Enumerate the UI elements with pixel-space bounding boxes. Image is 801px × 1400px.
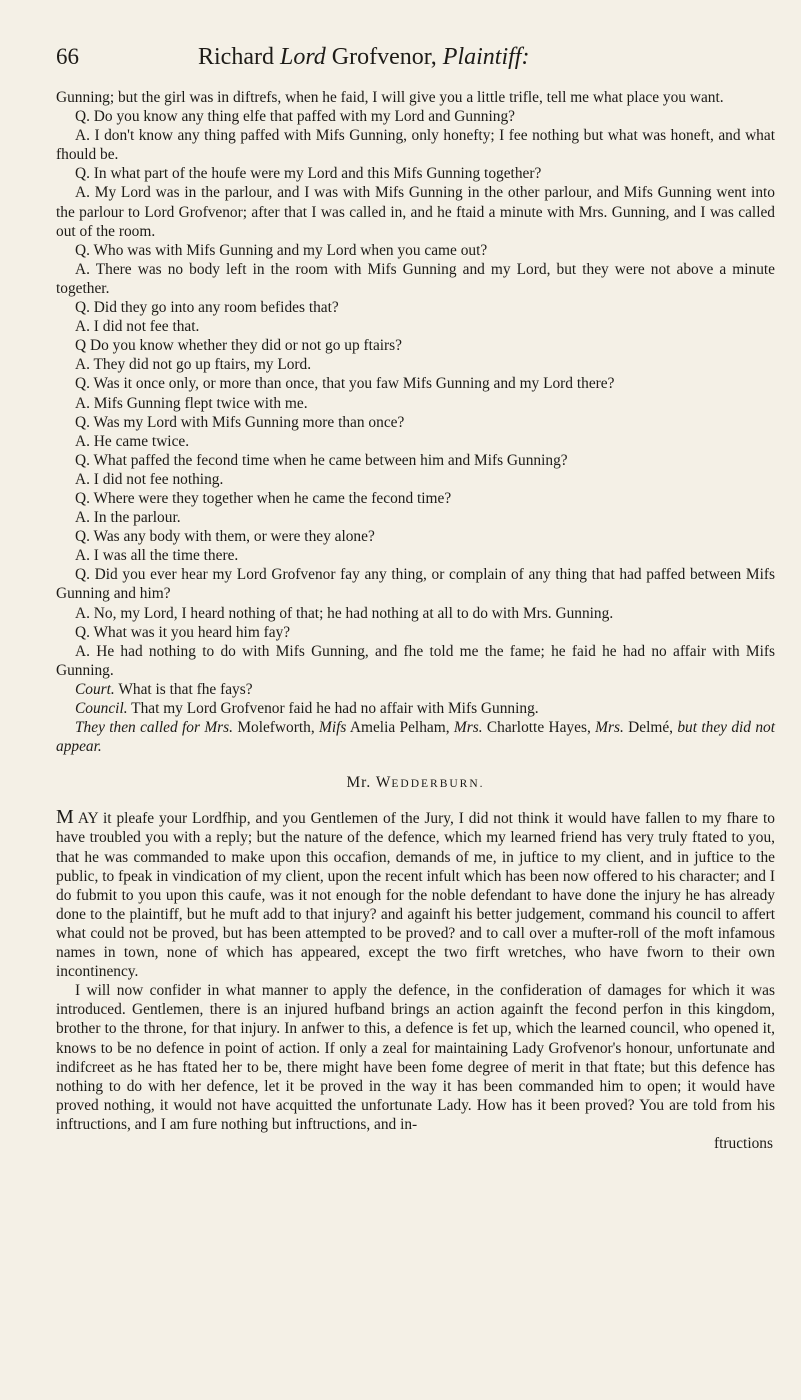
- witnesses-b: Molefworth,: [232, 719, 320, 737]
- court-line: [56, 680, 775, 699]
- witnesses-i: but they did not appear.: [56, 719, 775, 756]
- speaker-heading-rest: EDDERBURN.: [391, 778, 485, 791]
- court-text: What is that fhe fays?: [114, 680, 253, 698]
- paragraph: A. He came twice.: [75, 432, 190, 450]
- running-title-plaintiff: Plaintiff:: [442, 44, 530, 70]
- council-line: [56, 699, 775, 718]
- paragraph: A. I was all the time there.: [75, 547, 239, 565]
- paragraph: A. I did not fee that.: [75, 318, 200, 336]
- speaker-heading-prefix: Mr. W: [346, 774, 392, 792]
- paragraph: Q. Was any body with them, or were they alone?: [75, 528, 375, 546]
- paragraph: Q Do you know whether they did or not go up ftairs?: [75, 337, 402, 355]
- speaker-heading: [56, 773, 775, 794]
- paragraph: Q. Do you know any thing elfe that paffed with my Lord and Gunning?: [75, 108, 515, 126]
- witnesses-e: Mrs.: [453, 719, 483, 737]
- paragraph: Q. Did they go into any room befides that?: [75, 299, 339, 317]
- speaker-court: Court.: [75, 680, 115, 698]
- witnesses-line: [56, 718, 775, 756]
- speech-paragraph: [56, 808, 775, 981]
- paragraph: Q. In what part of the houfe were my Lord and this Mifs Gunning together?: [75, 165, 542, 183]
- paragraph: A. In the parlour.: [75, 509, 181, 527]
- paragraph: Q. Where were they together when he came the fecond time?: [75, 489, 452, 507]
- paragraph: A. They did not go up ftairs, my Lord.: [75, 356, 312, 374]
- speech-paragraph: I will now confider in what manner to apply the defence, in the confideration of damages for which it was introduced. Gentlemen, there is an injured hufband brings an action againft the fecond perfon in this kingdom, brother to the throne, for that injury. In anfwer to this, a defence is fet up, which the learned council, who opened it, knows to be no defence in point of action. If only a zeal for maintaining Lady Grofvenor's honour, unfortunate and indifcreet as he has ftated her to be, there might have been fome degree of merit in that ftate; but this defence has nothing to do with her defence, let it be proved in the way it has been commanded him to open; it would have proved nothing, it would not have acquitted the unfortunate Lady. How has it been proved? You are told from his inftructions, and I am fure nothing but inftructions, and in-: [56, 982, 775, 1133]
- paragraph: Q. What paffed the fecond time when he came between him and Mifs Gunning?: [75, 451, 568, 469]
- running-title-part: Richard: [198, 44, 280, 70]
- paragraph: A. There was no body left in the room with Mifs Gunning and my Lord, but they were not above a minute together.: [56, 260, 775, 297]
- paragraph: Q. Did you ever hear my Lord Grofvenor fay any thing, or complain of any thing that had paffed between Mifs Gunning and him?: [56, 566, 775, 603]
- paragraph: Q. Who was with Mifs Gunning and my Lord when you came out?: [75, 241, 488, 259]
- page-number: 66: [56, 44, 79, 69]
- running-title-name: Grofvenor,: [325, 44, 443, 70]
- witnesses-f: Charlotte Hayes,: [482, 719, 596, 737]
- paragraph: Q. Was my Lord with Mifs Gunning more than once?: [75, 413, 405, 431]
- witnesses-a: They then called for Mrs.: [75, 719, 233, 737]
- speech-first: AY it pleafe your Lordfhip, and you Gentlemen of the Jury, I did not think it would have fallen to my fhare to have troubled you with a reply; but the nature of the defence, which my learned friend has very truly ftated to you, that he was commanded to make upon this occafion, demands of me, in juftice to my client, and in juftice to the public, to fpeak in vindication of my client, upon the recent infult which has been now offered to his character; and I do fubmit to you upon this caufe, was it not enough for the noble defendant to have done the injury he has already done to the plaintiff, but he muft add to that injury? and againft his better judgement, command his council to affert what could not be proved, but has been attempted to be proved? and to call over a mufter-roll of the moft infamous names in town, none of which has appeared, except the two firft wretches, who have fworn to their own incontinency.: [56, 810, 776, 981]
- drop-cap: M: [56, 806, 74, 829]
- paragraph: A. No, my Lord, I heard nothing of that; he had nothing at all to do with Mrs. Gunning.: [75, 604, 614, 622]
- witnesses-c: Mifs: [319, 719, 347, 737]
- paragraph: Q. Was it once only, or more than once, that you faw Mifs Gunning and my Lord there?: [75, 375, 615, 393]
- paragraph: A. He had nothing to do with Mifs Gunning, and fhe told me the fame; he faid he had no affair with Mifs Gunning.: [56, 642, 775, 679]
- running-title-lord: Lord: [279, 44, 326, 70]
- paragraph: A. Mifs Gunning flept twice with me.: [75, 394, 308, 412]
- witnesses-g: Mrs.: [595, 719, 624, 737]
- paragraph: Q. What was it you heard him fay?: [75, 623, 291, 641]
- catchword: ftructions: [714, 1134, 773, 1152]
- witnesses-h: Delmé,: [623, 719, 678, 737]
- running-title: [198, 44, 529, 71]
- paragraph: A. I did not fee nothing.: [75, 470, 224, 488]
- speaker-council: Council.: [75, 700, 128, 717]
- page-header: [56, 44, 775, 88]
- page-body: [56, 88, 775, 1153]
- paragraph: Gunning; but the girl was in diftrefs, when he faid, I will give you a little trifle, tell me what place you want.: [56, 89, 724, 106]
- witnesses-d: Amelia Pelham,: [346, 719, 454, 737]
- paragraph: A. I don't know any thing paffed with Mifs Gunning, only honefty; I fee nothing but what was honeft, and what fhould be.: [56, 127, 775, 164]
- paragraph: A. My Lord was in the parlour, and I was with Mifs Gunning in the other parlour, and Mifs Gunning went into the parlour to Lord Grofvenor; after that I was called in, and he ftaid a minute with Mrs. Gunning, and I was called out of the room.: [56, 184, 775, 240]
- council-text: That my Lord Grofvenor faid he had no affair with Mifs Gunning.: [127, 700, 539, 717]
